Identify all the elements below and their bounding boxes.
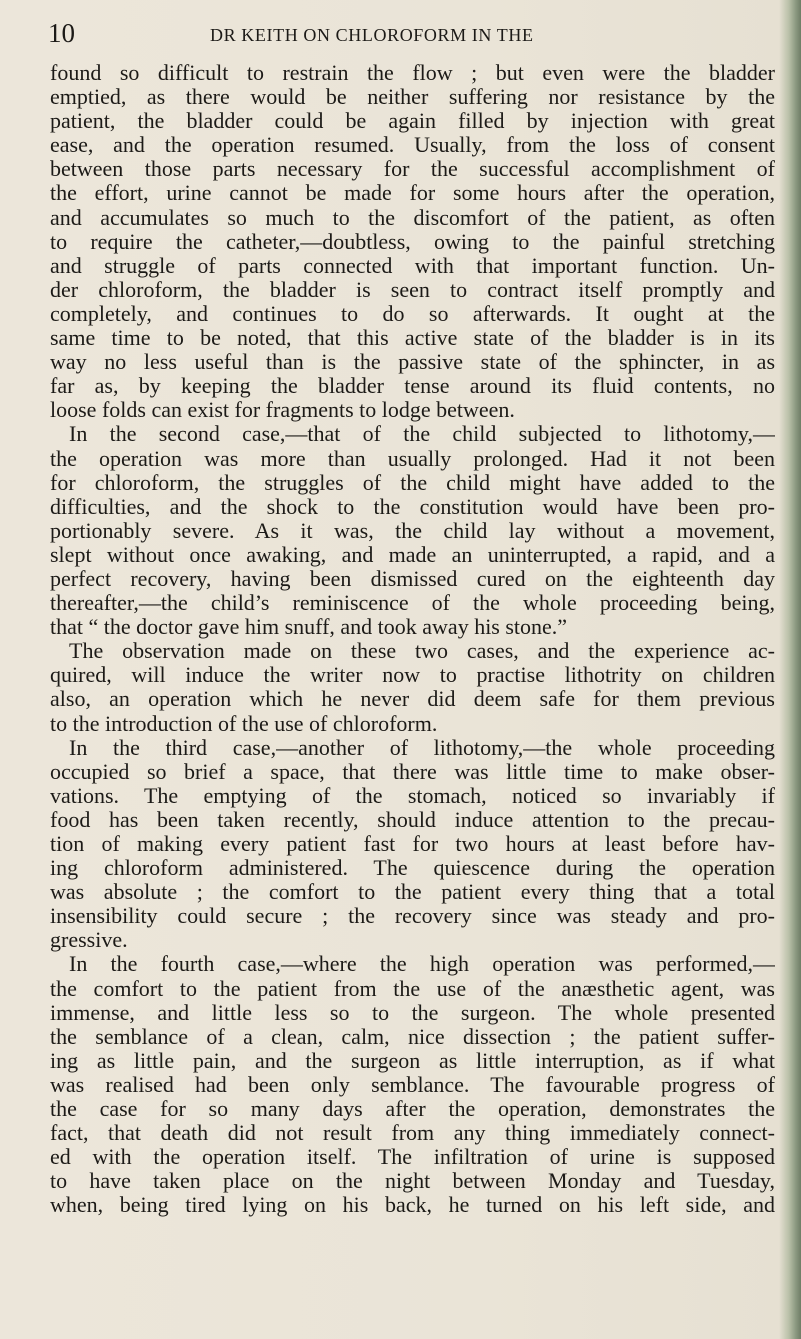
text-line: insensibility could secure ; the recovery since was steady and pro-	[50, 904, 775, 929]
text-line: difficulties, and the shock to the constitution would have been pro-	[50, 494, 775, 519]
text-line: fact, that death did not result from any thing immediately connect-	[50, 1121, 775, 1146]
text-line: patient, the bladder could be again filled by injection with great	[50, 109, 775, 134]
text-line: to have taken place on the night between Monday and Tuesday,	[50, 1169, 775, 1194]
text-line: In the third case,—another of lithotomy,—the whole proceeding	[69, 735, 775, 760]
text-line: completely, and continues to do so afterwards. It ought at the	[50, 301, 775, 326]
text-line: The observation made on these two cases, and the experience ac-	[69, 639, 775, 664]
text-line: between those parts necessary for the successful accomplishment of	[50, 157, 775, 182]
page-edge-shadow	[779, 0, 801, 1339]
text-line: quired, will induce the writer now to practise lithotrity on children	[50, 663, 775, 688]
text-line: was realised had been only semblance. The favourable progress of	[50, 1072, 775, 1097]
text-line: tion of making every patient fast for two hours at least before hav-	[50, 832, 775, 856]
text-line: to the introduction of the use of chloroform.	[50, 711, 438, 736]
text-line: the operation was more than usually prolonged. Had it not been	[50, 446, 775, 471]
text-line: emptied, as there would be neither suffering nor resistance by the	[50, 85, 775, 110]
page-header	[48, 18, 778, 52]
text-line: loose folds can exist for fragments to lodge between.	[50, 398, 515, 423]
text-line: der chloroform, the bladder is seen to contract itself promptly and	[50, 277, 775, 302]
text-line: perfect recovery, having been dismissed cured on the eighteenth day	[50, 566, 775, 591]
text-line: that “ the doctor gave him snuff, and took away his stone.”	[50, 615, 568, 640]
text-line: the effort, urine cannot be made for some hours after the operation,	[50, 181, 775, 206]
text-line: portionably severe. As it was, the child lay without a movement,	[50, 518, 775, 543]
text-line: ing chloroform administered. The quiescence during the operation	[50, 856, 775, 881]
text-line: way no less useful than is the passive state of the sphincter, in as	[50, 350, 775, 375]
text-line: to require the catheter,—doubtless, owing to the painful stretching	[50, 229, 775, 254]
text-line: when, being tired lying on his back, he turned on his left side, and	[50, 1193, 775, 1218]
text-line: immense, and little less so to the surgeon. The whole presented	[50, 1000, 775, 1025]
text-line: same time to be noted, that this active state of the bladder is in its	[50, 326, 775, 351]
text-line: for chloroform, the struggles of the child might have added to the	[50, 470, 775, 495]
text-line: food has been taken recently, should induce attention to the precau-	[50, 807, 775, 832]
text-line: and struggle of parts connected with that important function. Un-	[50, 253, 775, 278]
text-line: occupied so brief a space, that there was little time to make obser-	[50, 759, 775, 784]
text-line: ease, and the operation resumed. Usually, from the loss of consent	[50, 133, 775, 158]
text-line: the comfort to the patient from the use of the anæsthetic agent, was	[50, 976, 775, 1001]
text-line: thereafter,—the child’s reminiscence of the whole proceeding being,	[50, 591, 775, 616]
running-head: DR KEITH ON CHLOROFORM IN THE	[210, 25, 534, 45]
text-line: far as, by keeping the bladder tense around its fluid contents, no	[50, 374, 775, 399]
text-line: was absolute ; the comfort to the patient every thing that a total	[50, 880, 775, 905]
text-line: gressive.	[50, 928, 128, 953]
text-line: In the fourth case,—where the high operation was performed,—	[69, 952, 775, 977]
body-text	[50, 61, 775, 1218]
text-line: vations. The emptying of the stomach, noticed so invariably if	[50, 783, 775, 808]
text-line: the case for so many days after the operation, demonstrates the	[50, 1097, 775, 1122]
page-number: 10	[48, 18, 75, 48]
text-line: found so difficult to restrain the flow ; but even were the bladder	[50, 61, 775, 85]
text-line: the semblance of a clean, calm, nice dissection ; the patient suffer-	[50, 1024, 775, 1049]
text-line: ing as little pain, and the surgeon as little interruption, as if what	[50, 1048, 775, 1073]
text-line: ed with the operation itself. The infiltration of urine is supposed	[50, 1145, 775, 1170]
text-line: slept without once awaking, and made an uninterrupted, a rapid, and a	[50, 542, 775, 567]
text-line: In the second case,—that of the child subjected to lithotomy,—	[69, 422, 775, 447]
text-line: also, an operation which he never did deem safe for them previous	[50, 687, 775, 712]
text-line: and accumulates so much to the discomfort of the patient, as often	[50, 205, 775, 230]
